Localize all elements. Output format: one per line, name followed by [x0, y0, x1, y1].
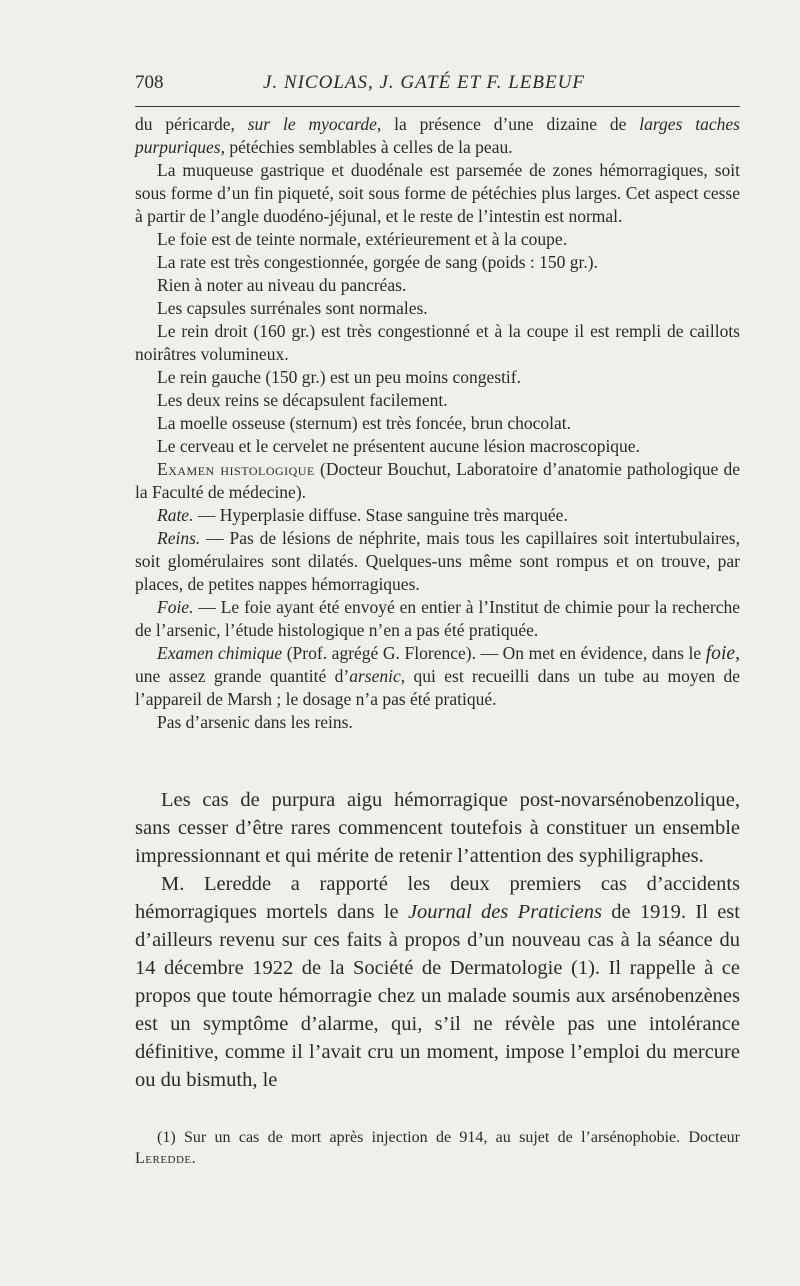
paragraph: Les cas de purpura aigu hémorragique post-novarsénobenzolique, sans cesser d’être rares commencent toutefois à constituer un ensemble impressionnant et qui mérite de retenir l’attention des syphiligraphes. — [135, 789, 740, 867]
paragraph: Examen chimique (Prof. agrégé G. Florence). — On met en évidence, dans le foie, une assez grande quantité d’arsenic, qui est recueilli dans un tube au moyen de l’appareil de Marsh ; le dosage n’a pas été pratiqué. — [135, 643, 740, 709]
histology-heading-paragraph: Examen histologique (Docteur Bouchut, Laboratoire d’anatomie pathologique de la Faculté de médecine). — [135, 459, 741, 502]
paragraph: Foie. — Le foie ayant été envoyé en entier à l’Institut de chimie pour la recherche de l’arsenic, l’étude histologique n’en a pas été pratiquée. — [135, 597, 740, 640]
paragraph: Le cerveau et le cervelet ne présentent aucune lésion macroscopique. — [157, 436, 640, 456]
paragraph: La rate est très congestionnée, gorgée de sang (poids : 150 gr.). — [157, 252, 598, 272]
paragraph: Rien à noter au niveau du pancréas. — [157, 275, 407, 295]
paragraph: Pas d’arsenic dans les reins. — [157, 712, 353, 732]
footnote: (1) Sur un cas de mort après injection de 914, au sujet de l’arsénophobie. Docteur Leredde. — [135, 1129, 740, 1167]
paragraph: du péricarde, sur le myocarde, la présence d’une dizaine de larges taches purpuriques, pétéchies semblables à celles de la peau. — [135, 114, 740, 157]
running-title: J. NICOLAS, J. GATÉ ET F. LEBEUF — [263, 72, 585, 93]
page-header — [135, 72, 740, 102]
paragraph: La muqueuse gastrique et duodénale est parsemée de zones hémorragiques, soit sous forme d’un fin piqueté, soit sous forme de pétéchies plus larges. Cet aspect cesse à partir de l’angle duodéno-jéjunal, et le reste de l’intestin est normal. — [135, 160, 740, 226]
paragraph: Reins. — Pas de lésions de néphrite, mais tous les capillaires soit intertubulaires, soit glomérulaires sont dilatés. Quelques-uns même sont rompus et on trouve, par places, de petites nappes hémorragiques. — [135, 528, 740, 594]
paragraph: Le foie est de teinte normale, extérieurement et à la coupe. — [157, 229, 568, 249]
paragraph: M. Leredde a rapporté les deux premiers cas d’accidents hémorragiques mortels dans le Journal des Praticiens de 1919. Il est d’ailleurs revenu sur ces faits à propos d’un nouveau cas à la séance du 14 décembre 1922 de la Société de Dermatologie (1). Il rappelle à ce propos que toute hémorragie chez un malade soumis aux arsénobenzènes est un symptôme d’alarme, qui, s’il ne révèle pas une intolérance définitive, comme il l’avait cru un moment, impose l’emploi du mercure ou du bismuth, le — [135, 873, 740, 1091]
paragraph: Les capsules surrénales sont normales. — [157, 298, 428, 318]
paragraph: La moelle osseuse (sternum) est très foncée, brun chocolat. — [157, 413, 572, 433]
paragraph: Rate. — Hyperplasie diffuse. Stase sanguine très marquée. — [157, 505, 568, 525]
autopsy-report — [135, 113, 740, 734]
paragraph: Le rein droit (160 gr.) est très congestionné et à la coupe il est rempli de caillots noirâtres volumineux. — [135, 321, 740, 364]
header-rule — [135, 106, 740, 107]
paragraph: Les deux reins se décapsulent facilement. — [157, 390, 448, 410]
paragraph: Le rein gauche (150 gr.) est un peu moins congestif. — [157, 367, 521, 387]
page-number: 708 — [135, 72, 164, 93]
main-text — [135, 786, 740, 1094]
